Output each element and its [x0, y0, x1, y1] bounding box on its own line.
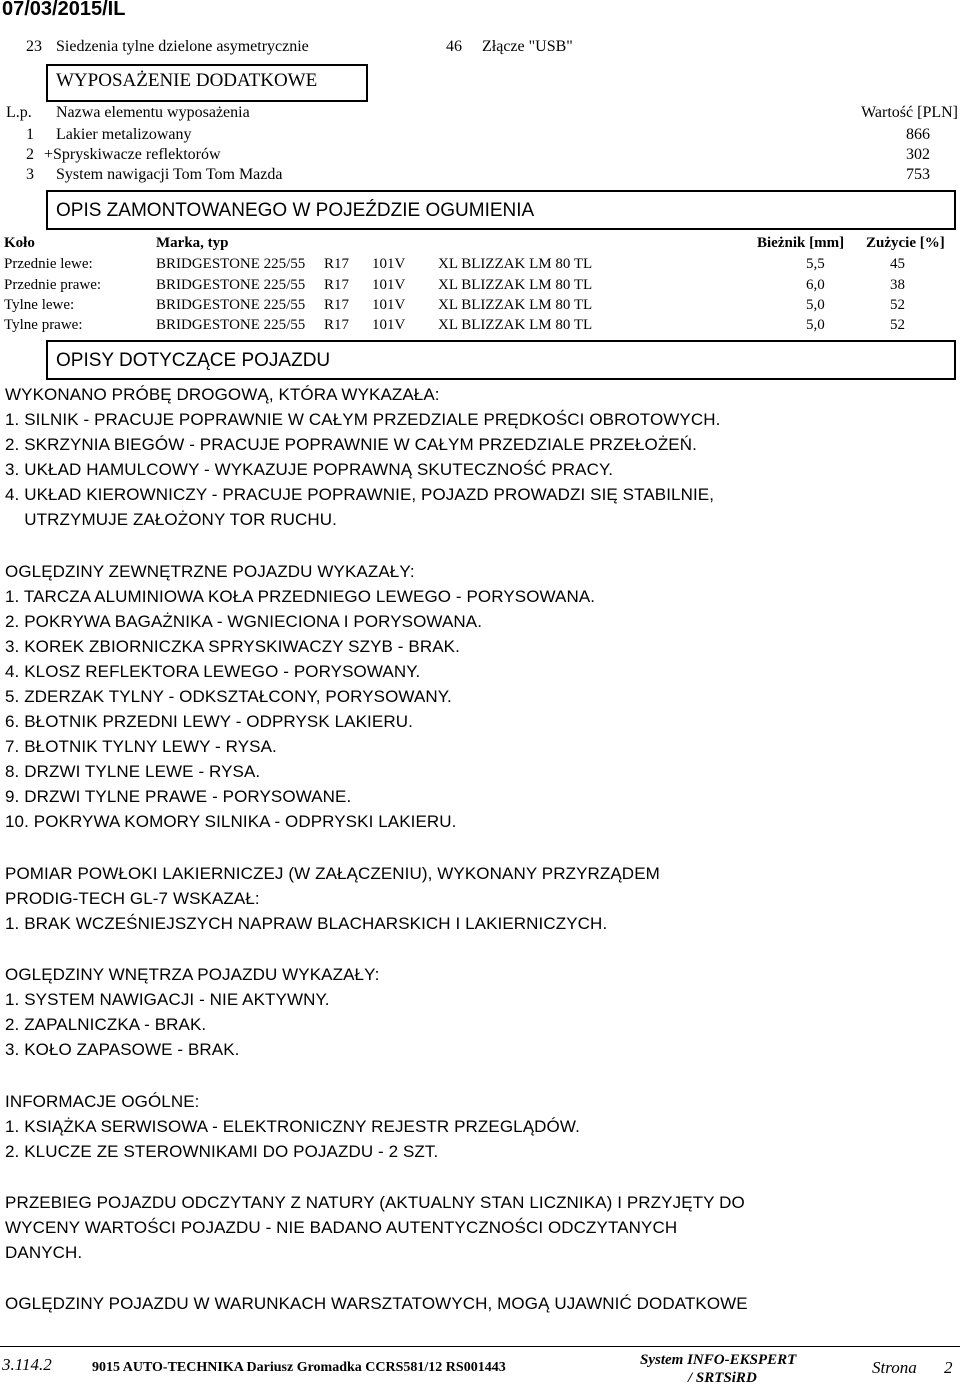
description-line: OGLĘDZINY POJAZDU W WARUNKACH WARSZTATOWYCH, MOGĄ UJAWNIĆ DODATKOWE [5, 1294, 748, 1313]
tyre-model: XL BLIZZAK LM 80 TL [438, 256, 593, 272]
description-line: 1. TARCZA ALUMINIOWA KOŁA PRZEDNIEGO LEWEGO - PORYSOWANA. [5, 587, 596, 606]
tyre-wear: 52 [890, 317, 905, 333]
tyre-brand: BRIDGESTONE 225/55 [156, 256, 306, 272]
description-line: 2. ZAPALNICZKA - BRAK. [5, 1015, 207, 1034]
tyre-brand: BRIDGESTONE 225/55 [156, 297, 306, 313]
row-name: System nawigacji Tom Tom Mazda [56, 166, 283, 183]
table-row [0, 126, 960, 146]
descriptions-title-box [46, 340, 956, 380]
table-row [0, 277, 960, 297]
description-line: 8. DRZWI TYLNE LEWE - RYSA. [5, 762, 261, 781]
description-line: WYCENY WARTOŚCI POJAZDU - NIE BADANO AUTENTYCZNOŚCI ODCZYTANYCH [5, 1218, 678, 1237]
tyre-wheel: Tylne prawe: [4, 317, 83, 333]
tyre-wear: 38 [890, 277, 905, 293]
description-line: 4. UKŁAD KIEROWNICZY - PRACUJE POPRAWNIE, POJAZD PROWADZI SIĘ STABILNIE, [5, 485, 715, 504]
description-line: WYKONANO PRÓBĘ DROGOWĄ, KTÓRA WYKAZAŁA: [5, 385, 440, 404]
description-line: 7. BŁOTNIK TYLNY LEWY - RYSA. [5, 737, 277, 756]
description-line: 3. KOŁO ZAPASOWE - BRAK. [5, 1040, 240, 1059]
tyre-rim: R17 [324, 256, 350, 272]
row-lp: 2 [26, 146, 34, 163]
tyre-model: XL BLIZZAK LM 80 TL [438, 277, 593, 293]
description-line: DANYCH. [5, 1243, 83, 1262]
tyre-model: XL BLIZZAK LM 80 TL [438, 317, 593, 333]
tyre-wear: 45 [890, 256, 905, 272]
footer-version: 3.114.2 [2, 1355, 52, 1374]
column-header-name: Nazwa elementu wyposażenia [56, 104, 250, 121]
description-line: OGLĘDZINY WNĘTRZA POJAZDU WYKAZAŁY: [5, 965, 380, 984]
description-line: OGLĘDZINY ZEWNĘTRZNE POJAZDU WYKAZAŁY: [5, 562, 415, 581]
row-value: 753 [906, 166, 930, 183]
description-line: 2. KLUCZE ZE STEROWNIKAMI DO POJAZDU - 2 SZT. [5, 1142, 439, 1161]
description-line: 10. POKRYWA KOMORY SILNIKA - ODPRYSKI LAKIERU. [5, 812, 457, 831]
tyre-rim: R17 [324, 317, 350, 333]
tyre-wheel: Przednie prawe: [4, 277, 102, 293]
tyre-brand: BRIDGESTONE 225/55 [156, 277, 306, 293]
description-line: 1. BRAK WCZEŚNIEJSZYCH NAPRAW BLACHARSKICH I LAKIERNICZYCH. [5, 914, 608, 933]
description-line: 5. ZDERZAK TYLNY - ODKSZTAŁCONY, PORYSOWANY. [5, 687, 452, 706]
tyre-tread: 5,0 [806, 297, 825, 313]
column-header-wheel: Koło [4, 235, 35, 251]
tyre-wheel: Przednie lewe: [4, 256, 93, 272]
row-value: 866 [906, 126, 930, 143]
tyres-title-box [46, 190, 956, 230]
footer-system: System INFO-EKSPERT [640, 1352, 797, 1368]
row-name: +Spryskiwacze reflektorów [44, 146, 221, 163]
description-line: PRZEBIEG POJAZDU ODCZYTANY Z NATURY (AKTUALNY STAN LICZNIKA) I PRZYJĘTY DO [5, 1193, 745, 1212]
tyres-title: OPIS ZAMONTOWANEGO W POJEŹDZIE OGUMIENIA [56, 200, 535, 221]
description-line: PRODIG-TECH GL-7 WSKAZAŁ: [5, 889, 260, 908]
tyre-rim: R17 [324, 277, 350, 293]
tyre-tread: 6,0 [806, 277, 825, 293]
item-number: 46 [446, 38, 462, 55]
description-line: POMIAR POWŁOKI LAKIERNICZEJ (W ZAŁĄCZENIU), WYKONANY PRZYRZĄDEM [5, 864, 660, 883]
description-line: 3. KOREK ZBIORNICZKA SPRYSKIWACZY SZYB - BRAK. [5, 637, 460, 656]
column-header-value: Wartość [PLN] [861, 104, 958, 121]
column-header-tread: Bieżnik [mm] [757, 235, 845, 251]
descriptions-title: OPISY DOTYCZĄCE POJAZDU [56, 350, 331, 371]
item-name: Złącze "USB" [482, 38, 573, 55]
table-row [0, 146, 960, 166]
item-number: 23 [26, 38, 42, 55]
tyre-load-index: 101V [372, 297, 406, 313]
description-line: 2. POKRYWA BAGAŻNIKA - WGNIECIONA I PORYSOWANA. [5, 612, 483, 631]
description-line: 4. KLOSZ REFLEKTORA LEWEGO - PORYSOWANY. [5, 662, 421, 681]
table-row [0, 317, 960, 337]
tyre-tread: 5,5 [806, 256, 825, 272]
row-lp: 3 [26, 166, 34, 183]
description-line: 1. SYSTEM NAWIGACJI - NIE AKTYWNY. [5, 990, 330, 1009]
item-name: Siedzenia tylne dzielone asymetrycznie [56, 38, 309, 55]
tyre-model: XL BLIZZAK LM 80 TL [438, 297, 593, 313]
row-value: 302 [906, 146, 930, 163]
tyre-brand: BRIDGESTONE 225/55 [156, 317, 306, 333]
tyre-load-index: 101V [372, 277, 406, 293]
row-name: Lakier metalizowany [56, 126, 192, 143]
tyre-tread: 5,0 [806, 317, 825, 333]
description-line: 6. BŁOTNIK PRZEDNI LEWY - ODPRYSK LAKIERU. [5, 712, 413, 731]
description-line: UTRZYMUJE ZAŁOŻONY TOR RUCHU. [5, 510, 337, 529]
description-line: 2. SKRZYNIA BIEGÓW - PRACUJE POPRAWNIE W CAŁYM PRZEDZIALE PRZEŁOŻEŃ. [5, 435, 697, 454]
row-lp: 1 [26, 126, 34, 143]
tyre-wear: 52 [890, 297, 905, 313]
footer-page-label: Strona [872, 1358, 917, 1377]
table-row [0, 166, 960, 186]
column-header-wear: Zużycie [%] [866, 235, 945, 251]
description-line: 1. KSIĄŻKA SERWISOWA - ELEKTRONICZNY REJESTR PRZEGLĄDÓW. [5, 1117, 580, 1136]
footer-divider [0, 1346, 960, 1347]
column-header-brand: Marka, typ [156, 235, 229, 251]
footer-system-sub: / SRTSiRD [688, 1370, 757, 1386]
tyre-wheel: Tylne lewe: [4, 297, 75, 313]
description-line: 3. UKŁAD HAMULCOWY - WYKAZUJE POPRAWNĄ SKUTECZNOŚĆ PRACY. [5, 460, 614, 479]
tyre-load-index: 101V [372, 317, 406, 333]
tyre-load-index: 101V [372, 256, 406, 272]
column-header-lp: L.p. [6, 104, 32, 121]
description-line: 9. DRZWI TYLNE PRAWE - PORYSOWANE. [5, 787, 352, 806]
extra-equipment-title-box [46, 64, 368, 102]
tyre-rim: R17 [324, 297, 350, 313]
table-row [0, 297, 960, 317]
table-row [0, 256, 960, 276]
footer-company: 9015 AUTO-TECHNIKA Dariusz Gromadka CCRS581/12 RS001443 [92, 1360, 506, 1375]
description-line: 1. SILNIK - PRACUJE POPRAWNIE W CAŁYM PRZEDZIALE PRĘDKOŚCI OBROTOWYCH. [5, 410, 721, 429]
description-line: INFORMACJE OGÓLNE: [5, 1092, 200, 1111]
document-code: 07/03/2015/IL [2, 0, 126, 20]
extra-equipment-title: WYPOSAŻENIE DODATKOWE [56, 70, 318, 91]
footer-page-number: 2 [944, 1358, 953, 1377]
